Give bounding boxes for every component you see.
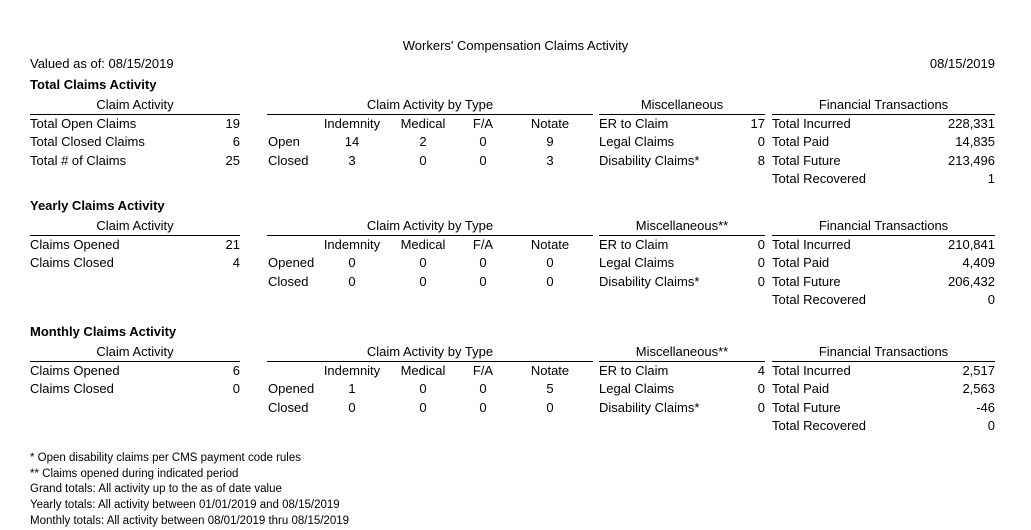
row-label: Total Paid (772, 134, 830, 150)
cell-value: 0 (348, 255, 356, 271)
table-row (599, 362, 765, 380)
cell-value: 0 (546, 255, 554, 271)
table-row (599, 273, 765, 291)
column-header: Notate (530, 237, 570, 252)
column-header: F/A (472, 237, 494, 252)
cell-value: 0 (479, 255, 487, 271)
column-header: Medical (400, 116, 446, 131)
table-row (772, 362, 995, 380)
table-row (772, 115, 995, 133)
column-header: Medical (400, 363, 446, 378)
by-type-column-headers (267, 236, 593, 254)
column-header: Medical (400, 237, 446, 252)
table-row (772, 291, 995, 309)
by-type-header: Claim Activity by Type (267, 97, 593, 115)
cell-value: 0 (546, 273, 554, 289)
table-row (599, 380, 765, 398)
row-label: Total Paid (772, 381, 830, 397)
table-row (267, 133, 593, 151)
cell-value: 0 (419, 273, 427, 289)
section-title: Yearly Claims Activity (30, 198, 165, 213)
claim-activity-group (30, 218, 240, 273)
financial-header: Financial Transactions (772, 218, 995, 236)
cell-value: 0 (348, 399, 356, 415)
row-value: 213,496 (948, 152, 995, 168)
row-label: Closed (268, 399, 309, 415)
row-label: Total Paid (772, 255, 830, 271)
claim-activity-by-type-group (267, 344, 593, 417)
table-row (267, 273, 593, 291)
row-label: Disability Claims* (599, 399, 700, 415)
cell-value: 0 (479, 381, 487, 397)
cell-value: 14 (344, 134, 360, 150)
cell-value: 0 (479, 152, 487, 168)
miscellaneous-group (599, 97, 765, 170)
cell-value: 2 (419, 134, 427, 150)
row-label: Total Incurred (772, 237, 851, 252)
claim-activity-by-type-group (267, 97, 593, 170)
table-row (267, 380, 593, 398)
row-value: 0 (757, 381, 765, 397)
table-row (30, 236, 240, 254)
row-label: Total Recovered (772, 417, 866, 433)
cell-value: 0 (348, 273, 356, 289)
cell-value: 0 (479, 399, 487, 415)
row-label: Total Future (772, 273, 841, 289)
table-row (599, 399, 765, 417)
row-value: 21 (225, 237, 240, 252)
row-value: 0 (757, 237, 765, 252)
table-row (772, 236, 995, 254)
table-row (772, 170, 995, 188)
claim-activity-header: Claim Activity (30, 218, 240, 236)
miscellaneous-header: Miscellaneous (599, 97, 765, 115)
row-label: Claims Opened (30, 363, 120, 378)
column-header: Notate (530, 363, 570, 378)
cell-value: 0 (546, 399, 554, 415)
row-label: Total Future (772, 152, 841, 168)
financial-transactions-group (772, 218, 995, 309)
by-type-header: Claim Activity by Type (267, 218, 593, 236)
column-header: Notate (530, 116, 570, 131)
row-label: Legal Claims (599, 381, 675, 397)
by-type-header: Claim Activity by Type (267, 344, 593, 362)
section-title: Monthly Claims Activity (30, 324, 177, 339)
row-value: 1 (987, 170, 995, 186)
cell-value: 5 (546, 381, 554, 397)
row-value: 0 (757, 399, 765, 415)
table-row (30, 115, 240, 133)
table-row (599, 152, 765, 170)
claim-activity-header: Claim Activity (30, 344, 240, 362)
row-value: 17 (750, 116, 765, 131)
column-header: Indemnity (323, 363, 381, 378)
row-label: Disability Claims* (599, 273, 700, 289)
row-value: 8 (757, 152, 765, 168)
row-label: ER to Claim (599, 363, 669, 378)
row-label: Legal Claims (599, 255, 675, 271)
report-date: 08/15/2019 (929, 56, 995, 71)
table-row (772, 133, 995, 151)
table-row (599, 254, 765, 272)
row-value: -46 (976, 399, 995, 415)
page-title: Workers' Compensation Claims Activity (402, 38, 629, 53)
row-label: Opened (268, 255, 315, 271)
by-type-column-headers (267, 362, 593, 380)
row-label: Total Incurred (772, 363, 851, 378)
claim-activity-group (30, 344, 240, 399)
row-value: 4 (232, 255, 240, 271)
row-label: Closed (268, 152, 309, 168)
financial-transactions-group (772, 344, 995, 435)
row-value: 210,841 (948, 237, 995, 252)
claim-activity-by-type-group (267, 218, 593, 291)
table-row (30, 152, 240, 170)
row-label: Open (268, 134, 300, 150)
row-value: 4 (757, 363, 765, 378)
row-label: Opened (268, 381, 315, 397)
row-value: 2,563 (962, 381, 995, 397)
row-value: 6 (232, 363, 240, 378)
valued-as-of-label: Valued as of: 08/15/2019 (30, 56, 174, 71)
footnotes (30, 451, 349, 530)
row-label: Closed (268, 273, 309, 289)
table-row (599, 115, 765, 133)
table-row (599, 133, 765, 151)
empty-cell (267, 362, 317, 380)
table-row (772, 273, 995, 291)
table-row (30, 380, 240, 398)
table-row (30, 254, 240, 272)
row-label: Total Closed Claims (30, 134, 145, 150)
row-label: Disability Claims* (599, 152, 700, 168)
cell-value: 1 (348, 381, 356, 397)
empty-cell (267, 115, 317, 133)
table-row (30, 133, 240, 151)
cell-value: 0 (419, 399, 427, 415)
row-label: Total Open Claims (30, 116, 137, 131)
table-row (772, 254, 995, 272)
table-row (599, 236, 765, 254)
row-label: Legal Claims (599, 134, 675, 150)
table-row (267, 254, 593, 272)
miscellaneous-header: Miscellaneous** (599, 218, 765, 236)
row-value: 19 (225, 116, 240, 131)
cell-value: 0 (479, 273, 487, 289)
cell-value: 0 (419, 255, 427, 271)
table-row (772, 380, 995, 398)
claim-activity-header: Claim Activity (30, 97, 240, 115)
row-value: 0 (757, 134, 765, 150)
footnote-disability: * Open disability claims per CMS payment code rules (30, 452, 302, 464)
table-row (772, 399, 995, 417)
miscellaneous-group (599, 218, 765, 291)
cell-value: 0 (419, 381, 427, 397)
row-value: 6 (232, 134, 240, 150)
cell-value: 3 (546, 152, 554, 168)
cell-value: 9 (546, 134, 554, 150)
row-label: Claims Closed (30, 255, 114, 271)
section-title: Total Claims Activity (30, 77, 157, 92)
table-row (267, 399, 593, 417)
miscellaneous-header: Miscellaneous** (599, 344, 765, 362)
claim-activity-group (30, 97, 240, 170)
by-type-column-headers (267, 115, 593, 133)
column-header: Indemnity (323, 116, 381, 131)
empty-cell (267, 236, 317, 254)
financial-transactions-group (772, 97, 995, 188)
row-value: 0 (757, 255, 765, 271)
financial-header: Financial Transactions (772, 344, 995, 362)
row-label: Total Future (772, 399, 841, 415)
cell-value: 0 (419, 152, 427, 168)
row-label: Total # of Claims (30, 152, 127, 168)
column-header: Indemnity (323, 237, 381, 252)
row-value: 0 (987, 291, 995, 307)
financial-header: Financial Transactions (772, 97, 995, 115)
row-value: 2,517 (962, 363, 995, 378)
row-value: 0 (232, 381, 240, 397)
cell-value: 3 (348, 152, 356, 168)
miscellaneous-group (599, 344, 765, 417)
footnote-claims-opened: ** Claims opened during indicated period (30, 467, 239, 480)
row-value: 4,409 (962, 255, 995, 271)
footnote-yearly-totals: Yearly totals: All activity between 01/01/2019 and 08/15/2019 (30, 499, 340, 512)
column-header: F/A (472, 116, 494, 131)
footnote-monthly-totals: Monthly totals: All activity between 08/01/2019 thru 08/15/2019 (30, 514, 350, 527)
row-label: Claims Closed (30, 381, 114, 397)
table-row (772, 152, 995, 170)
row-value: 25 (225, 152, 240, 168)
column-header: F/A (472, 363, 494, 378)
row-value: 0 (987, 417, 995, 433)
row-label: Total Recovered (772, 170, 866, 186)
row-label: Total Incurred (772, 116, 851, 131)
row-label: Total Recovered (772, 291, 866, 307)
row-value: 228,331 (948, 116, 995, 131)
row-label: ER to Claim (599, 237, 669, 252)
row-label: ER to Claim (599, 116, 669, 131)
footnote-grand-totals: Grand totals: All activity up to the as of date value (30, 483, 282, 496)
table-row (267, 152, 593, 170)
table-row (772, 417, 995, 435)
row-value: 14,835 (955, 134, 995, 150)
row-value: 0 (757, 273, 765, 289)
cell-value: 0 (479, 134, 487, 150)
table-row (30, 362, 240, 380)
row-label: Claims Opened (30, 237, 120, 252)
row-value: 206,432 (948, 273, 995, 289)
